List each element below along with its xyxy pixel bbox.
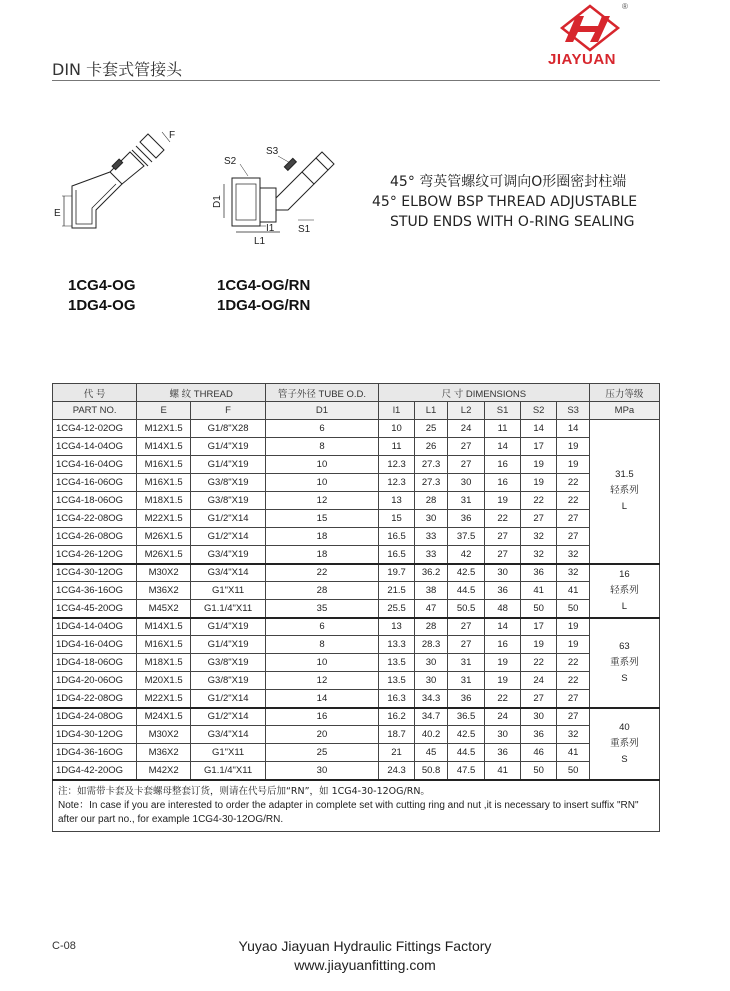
header-dimensions: 尺 寸 DIMENSIONS xyxy=(378,384,589,402)
cell-part: 1CG4-45-20OG xyxy=(53,600,137,618)
cell-D1: 10 xyxy=(266,654,379,672)
cell-E: M30X2 xyxy=(137,726,191,744)
cell-E: M42X2 xyxy=(137,762,191,780)
cell-E: M14X1.5 xyxy=(137,618,191,636)
header-E: E xyxy=(137,402,191,420)
header-L1: L1 xyxy=(415,402,447,420)
cell-S3: 22 xyxy=(557,672,589,690)
fitting-drawing xyxy=(52,128,342,258)
label-S2: S2 xyxy=(224,156,237,167)
table-row xyxy=(53,690,660,708)
cell-l1: 21.5 xyxy=(378,582,415,600)
cell-S3: 19 xyxy=(557,636,589,654)
label-S1: S1 xyxy=(298,224,311,235)
cell-S2: 19 xyxy=(520,636,557,654)
header-code: 代 号 xyxy=(53,384,137,402)
cell-S1: 16 xyxy=(485,456,521,474)
cell-S2: 24 xyxy=(520,672,557,690)
header-pressure: 压力等级 xyxy=(589,384,659,402)
page-title: DIN 卡套式管接头 xyxy=(52,60,183,79)
table-row xyxy=(53,438,660,456)
description-en-2: STUD ENDS WITH O-RING SEALING xyxy=(390,214,635,230)
cell-part: 1CG4-26-12OG xyxy=(53,546,137,564)
cell-part: 1CG4-18-06OG xyxy=(53,492,137,510)
cell-E: M16X1.5 xyxy=(137,474,191,492)
cell-F: G3/8"X19 xyxy=(191,492,266,510)
cell-part: 1CG4-14-04OG xyxy=(53,438,137,456)
cell-F: G1/8"X28 xyxy=(191,420,266,438)
cell-S1: 48 xyxy=(485,600,521,618)
cell-E: M26X1.5 xyxy=(137,546,191,564)
cell-L2: 42.5 xyxy=(447,564,485,582)
header-F: F xyxy=(191,402,266,420)
cell-F: G1/4"X19 xyxy=(191,636,266,654)
cell-S1: 22 xyxy=(485,690,521,708)
pressure-code: L xyxy=(621,501,628,513)
header-L2: L2 xyxy=(447,402,485,420)
cell-D1: 30 xyxy=(266,762,379,780)
cell-L1: 27.3 xyxy=(415,456,447,474)
table-row xyxy=(53,654,660,672)
cell-L1: 40.2 xyxy=(415,726,447,744)
pressure-series: 轻系列 xyxy=(610,485,639,497)
cell-L2: 31 xyxy=(447,492,485,510)
registered-mark: ® xyxy=(622,2,628,11)
cell-D1: 22 xyxy=(266,564,379,582)
cell-S1: 19 xyxy=(485,654,521,672)
cell-L2: 42 xyxy=(447,546,485,564)
cell-L2: 44.5 xyxy=(447,582,485,600)
cell-D1: 35 xyxy=(266,600,379,618)
cell-S2: 46 xyxy=(520,744,557,762)
pressure-code: L xyxy=(621,600,628,612)
cell-l1: 16.5 xyxy=(378,528,415,546)
cell-S1: 30 xyxy=(485,726,521,744)
cell-L1: 45 xyxy=(415,744,447,762)
label-I1: I1 xyxy=(266,223,275,234)
cell-L1: 30 xyxy=(415,510,447,528)
pressure-group xyxy=(589,708,659,780)
cell-S1: 27 xyxy=(485,546,521,564)
table-row xyxy=(53,636,660,654)
cell-L2: 24 xyxy=(447,420,485,438)
cell-E: M24X1.5 xyxy=(137,708,191,726)
cell-S3: 22 xyxy=(557,492,589,510)
cell-L1: 25 xyxy=(415,420,447,438)
cell-l1: 13 xyxy=(378,618,415,636)
cell-E: M22X1.5 xyxy=(137,510,191,528)
header-thread: 螺 纹 THREAD xyxy=(137,384,266,402)
cell-D1: 28 xyxy=(266,582,379,600)
table-row xyxy=(53,510,660,528)
cell-L1: 33 xyxy=(415,546,447,564)
table-row xyxy=(53,762,660,780)
cell-S2: 36 xyxy=(520,564,557,582)
cell-L1: 28 xyxy=(415,492,447,510)
cell-part: 1DG4-36-16OG xyxy=(53,744,137,762)
cell-F: G1/2"X14 xyxy=(191,708,266,726)
cell-part: 1CG4-12-02OG xyxy=(53,420,137,438)
table-row xyxy=(53,708,660,726)
cell-S3: 14 xyxy=(557,420,589,438)
cell-F: G1/4"X19 xyxy=(191,438,266,456)
cell-F: G3/8"X19 xyxy=(191,672,266,690)
pressure-value: 40 xyxy=(619,721,630,733)
cell-S3: 41 xyxy=(557,744,589,762)
cell-S1: 11 xyxy=(485,420,521,438)
cell-E: M18X1.5 xyxy=(137,654,191,672)
cell-S3: 50 xyxy=(557,762,589,780)
cell-S2: 32 xyxy=(520,528,557,546)
cell-S2: 50 xyxy=(520,600,557,618)
cell-E: M18X1.5 xyxy=(137,492,191,510)
cell-L1: 28 xyxy=(415,618,447,636)
cell-D1: 20 xyxy=(266,726,379,744)
cell-L2: 27 xyxy=(447,438,485,456)
cell-L1: 34.3 xyxy=(415,690,447,708)
cell-S3: 22 xyxy=(557,474,589,492)
cell-S2: 32 xyxy=(520,546,557,564)
cell-L2: 30 xyxy=(447,474,485,492)
cell-L1: 30 xyxy=(415,654,447,672)
cell-S3: 32 xyxy=(557,546,589,564)
header-tube: 管子外径 TUBE O.D. xyxy=(266,384,379,402)
cell-L1: 33 xyxy=(415,528,447,546)
cell-l1: 21 xyxy=(378,744,415,762)
cell-S3: 27 xyxy=(557,528,589,546)
cell-l1: 10 xyxy=(378,420,415,438)
cell-D1: 8 xyxy=(266,636,379,654)
pressure-code: S xyxy=(621,672,628,684)
cell-S3: 27 xyxy=(557,690,589,708)
page-number: C-08 xyxy=(52,940,76,952)
cell-D1: 18 xyxy=(266,546,379,564)
cell-E: M22X1.5 xyxy=(137,690,191,708)
cell-F: G3/4"X19 xyxy=(191,546,266,564)
description-en-1: 45° ELBOW BSP THREAD ADJUSTABLE xyxy=(372,194,638,210)
cell-l1: 24.3 xyxy=(378,762,415,780)
table-row xyxy=(53,474,660,492)
cell-S3: 27 xyxy=(557,510,589,528)
cell-l1: 13.5 xyxy=(378,672,415,690)
cell-S1: 36 xyxy=(485,744,521,762)
cell-L1: 36.2 xyxy=(415,564,447,582)
table-row xyxy=(53,492,660,510)
cell-F: G1/2"X14 xyxy=(191,510,266,528)
pressure-series: 轻系列 xyxy=(610,584,639,596)
header-D1: D1 xyxy=(266,402,379,420)
cell-l1: 13.5 xyxy=(378,654,415,672)
pressure-group xyxy=(589,564,659,618)
cell-L2: 27 xyxy=(447,636,485,654)
cell-l1: 12.3 xyxy=(378,474,415,492)
cell-F: G3/8"X19 xyxy=(191,654,266,672)
cell-D1: 25 xyxy=(266,744,379,762)
cell-part: 1DG4-42-20OG xyxy=(53,762,137,780)
cell-l1: 16.3 xyxy=(378,690,415,708)
cell-L2: 37.5 xyxy=(447,528,485,546)
cell-l1: 16.2 xyxy=(378,708,415,726)
elbow-side-view xyxy=(62,132,170,228)
cell-F: G1.1/4"X11 xyxy=(191,762,266,780)
table-row xyxy=(53,528,660,546)
cell-part: 1CG4-30-12OG xyxy=(53,564,137,582)
cell-l1: 16.5 xyxy=(378,546,415,564)
cell-L2: 36 xyxy=(447,510,485,528)
cell-S2: 14 xyxy=(520,420,557,438)
cell-l1: 11 xyxy=(378,438,415,456)
pressure-code: S xyxy=(621,753,628,765)
model-1cg4-og: 1CG4-OG xyxy=(68,277,136,294)
header-divider xyxy=(52,80,660,81)
cell-S2: 19 xyxy=(520,456,557,474)
cell-D1: 12 xyxy=(266,672,379,690)
footer-company: Yuyao Jiayuan Hydraulic Fittings Factory xyxy=(238,938,492,954)
cell-l1: 19.7 xyxy=(378,564,415,582)
cell-D1: 14 xyxy=(266,690,379,708)
cell-part: 1DG4-18-06OG xyxy=(53,654,137,672)
product-description xyxy=(372,172,637,232)
cell-S3: 27 xyxy=(557,708,589,726)
pressure-series: 重系列 xyxy=(610,737,639,749)
table-row xyxy=(53,744,660,762)
label-D1: D1 xyxy=(212,195,223,208)
cell-part: 1DG4-16-04OG xyxy=(53,636,137,654)
cell-S1: 27 xyxy=(485,528,521,546)
cell-L1: 47 xyxy=(415,600,447,618)
model-1dg4-og: 1DG4-OG xyxy=(68,297,136,314)
table-note xyxy=(53,780,660,832)
cell-D1: 18 xyxy=(266,528,379,546)
cell-E: M12X1.5 xyxy=(137,420,191,438)
cell-L2: 27 xyxy=(447,456,485,474)
cell-L1: 30 xyxy=(415,672,447,690)
header-l1: l1 xyxy=(378,402,415,420)
cell-part: 1DG4-20-06OG xyxy=(53,672,137,690)
cell-S2: 36 xyxy=(520,726,557,744)
pressure-group xyxy=(589,420,659,564)
cell-S3: 19 xyxy=(557,438,589,456)
cell-L2: 36 xyxy=(447,690,485,708)
cell-S1: 14 xyxy=(485,618,521,636)
cell-S1: 19 xyxy=(485,672,521,690)
cell-L2: 27 xyxy=(447,618,485,636)
cell-F: G3/4"X14 xyxy=(191,726,266,744)
cell-F: G1"X11 xyxy=(191,582,266,600)
cell-E: M36X2 xyxy=(137,744,191,762)
footer-url[interactable]: www.jiayuanfitting.com xyxy=(294,957,436,973)
cell-S2: 22 xyxy=(520,654,557,672)
cell-L1: 26 xyxy=(415,438,447,456)
cell-S1: 22 xyxy=(485,510,521,528)
header-S3: S3 xyxy=(557,402,589,420)
cell-E: M26X1.5 xyxy=(137,528,191,546)
cell-S1: 30 xyxy=(485,564,521,582)
label-L1: L1 xyxy=(254,236,266,247)
cell-S2: 41 xyxy=(520,582,557,600)
label-F: F xyxy=(169,130,176,141)
cell-l1: 13 xyxy=(378,492,415,510)
cell-S1: 16 xyxy=(485,474,521,492)
cell-S2: 19 xyxy=(520,474,557,492)
cell-S3: 32 xyxy=(557,564,589,582)
brand-name: JIAYUAN xyxy=(548,51,616,68)
cell-D1: 16 xyxy=(266,708,379,726)
header-S1: S1 xyxy=(485,402,521,420)
table-row xyxy=(53,546,660,564)
cell-S3: 22 xyxy=(557,654,589,672)
cell-S2: 50 xyxy=(520,762,557,780)
label-S3: S3 xyxy=(266,146,279,157)
spec-table-body xyxy=(53,420,660,780)
cell-S3: 50 xyxy=(557,600,589,618)
model-list-left xyxy=(68,276,136,316)
cell-S3: 41 xyxy=(557,582,589,600)
cell-F: G1/2"X14 xyxy=(191,690,266,708)
cell-L1: 34.7 xyxy=(415,708,447,726)
cell-E: M45X2 xyxy=(137,600,191,618)
cell-part: 1DG4-24-08OG xyxy=(53,708,137,726)
table-row xyxy=(53,456,660,474)
pressure-value: 16 xyxy=(619,568,630,580)
cell-L2: 31 xyxy=(447,654,485,672)
cell-L2: 44.5 xyxy=(447,744,485,762)
pressure-value: 63 xyxy=(619,640,630,652)
cell-F: G1/4"X19 xyxy=(191,618,266,636)
cell-D1: 6 xyxy=(266,618,379,636)
cell-L1: 28.3 xyxy=(415,636,447,654)
cell-part: 1CG4-22-08OG xyxy=(53,510,137,528)
cell-S1: 36 xyxy=(485,582,521,600)
model-1dg4-og-rn: 1DG4-OG/RN xyxy=(217,297,311,314)
cell-D1: 15 xyxy=(266,510,379,528)
note-en: Note：In case if you are interested to order the adapter in complete set with cutting ring and nut ,it is necessary to insert suffix "RN" after our part no., for example 1CG4-30-12OG/RN. xyxy=(58,799,639,825)
cell-S2: 27 xyxy=(520,690,557,708)
cell-E: M16X1.5 xyxy=(137,636,191,654)
header-S2: S2 xyxy=(520,402,557,420)
cell-l1: 25.5 xyxy=(378,600,415,618)
cell-F: G1/2"X14 xyxy=(191,528,266,546)
cell-S2: 27 xyxy=(520,510,557,528)
note-cn: 注：如需带卡套及卡套螺母整套订货，则请在代号后加“RN”，如 1CG4-30-12OG/RN。 xyxy=(58,785,430,797)
cell-l1: 15 xyxy=(378,510,415,528)
cell-L2: 47.5 xyxy=(447,762,485,780)
pressure-group xyxy=(589,618,659,708)
cell-F: G1.1/4"X11 xyxy=(191,600,266,618)
table-row xyxy=(53,600,660,618)
table-row xyxy=(53,582,660,600)
cell-L1: 38 xyxy=(415,582,447,600)
cell-E: M14X1.5 xyxy=(137,438,191,456)
label-E: E xyxy=(54,208,61,219)
elbow-section-view xyxy=(224,152,334,232)
cell-S2: 30 xyxy=(520,708,557,726)
cell-part: 1CG4-36-16OG xyxy=(53,582,137,600)
cell-D1: 6 xyxy=(266,420,379,438)
cell-D1: 12 xyxy=(266,492,379,510)
cell-S1: 14 xyxy=(485,438,521,456)
cell-S3: 19 xyxy=(557,456,589,474)
cell-S1: 16 xyxy=(485,636,521,654)
cell-part: 1DG4-14-04OG xyxy=(53,618,137,636)
cell-part: 1DG4-22-08OG xyxy=(53,690,137,708)
cell-S3: 32 xyxy=(557,726,589,744)
cell-l1: 13.3 xyxy=(378,636,415,654)
table-row xyxy=(53,618,660,636)
cell-S2: 17 xyxy=(520,618,557,636)
model-1cg4-og-rn: 1CG4-OG/RN xyxy=(217,277,311,294)
cell-L1: 27.3 xyxy=(415,474,447,492)
table-row xyxy=(53,672,660,690)
cell-S1: 24 xyxy=(485,708,521,726)
cell-E: M20X1.5 xyxy=(137,672,191,690)
cell-E: M16X1.5 xyxy=(137,456,191,474)
cell-F: G1"X11 xyxy=(191,744,266,762)
cell-L1: 50.8 xyxy=(415,762,447,780)
cell-S2: 17 xyxy=(520,438,557,456)
cell-D1: 10 xyxy=(266,456,379,474)
model-list-right xyxy=(217,276,310,316)
cell-L2: 36.5 xyxy=(447,708,485,726)
cell-D1: 10 xyxy=(266,474,379,492)
cell-S3: 19 xyxy=(557,618,589,636)
cell-part: 1CG4-26-08OG xyxy=(53,528,137,546)
header-part-no: PART NO. xyxy=(53,402,137,420)
cell-part: 1CG4-16-06OG xyxy=(53,474,137,492)
cell-F: G1/4"X19 xyxy=(191,456,266,474)
table-row xyxy=(53,420,660,438)
pressure-series: 重系列 xyxy=(610,656,639,668)
cell-L2: 31 xyxy=(447,672,485,690)
cell-S1: 41 xyxy=(485,762,521,780)
cell-S2: 22 xyxy=(520,492,557,510)
table-row xyxy=(53,726,660,744)
cell-l1: 18.7 xyxy=(378,726,415,744)
cell-l1: 12.3 xyxy=(378,456,415,474)
cell-E: M36X2 xyxy=(137,582,191,600)
cell-part: 1CG4-16-04OG xyxy=(53,456,137,474)
header-mpa: MPa xyxy=(589,402,659,420)
spec-table xyxy=(52,383,660,832)
description-cn: 45° 弯英管螺纹可调向O形圈密封柱端 xyxy=(390,174,627,190)
cell-F: G3/8"X19 xyxy=(191,474,266,492)
cell-L2: 42.5 xyxy=(447,726,485,744)
table-row xyxy=(53,564,660,582)
cell-part: 1DG4-30-12OG xyxy=(53,726,137,744)
cell-S1: 19 xyxy=(485,492,521,510)
cell-E: M30X2 xyxy=(137,564,191,582)
cell-F: G3/4"X14 xyxy=(191,564,266,582)
cell-L2: 50.5 xyxy=(447,600,485,618)
pressure-value: 31.5 xyxy=(615,469,634,481)
cell-D1: 8 xyxy=(266,438,379,456)
